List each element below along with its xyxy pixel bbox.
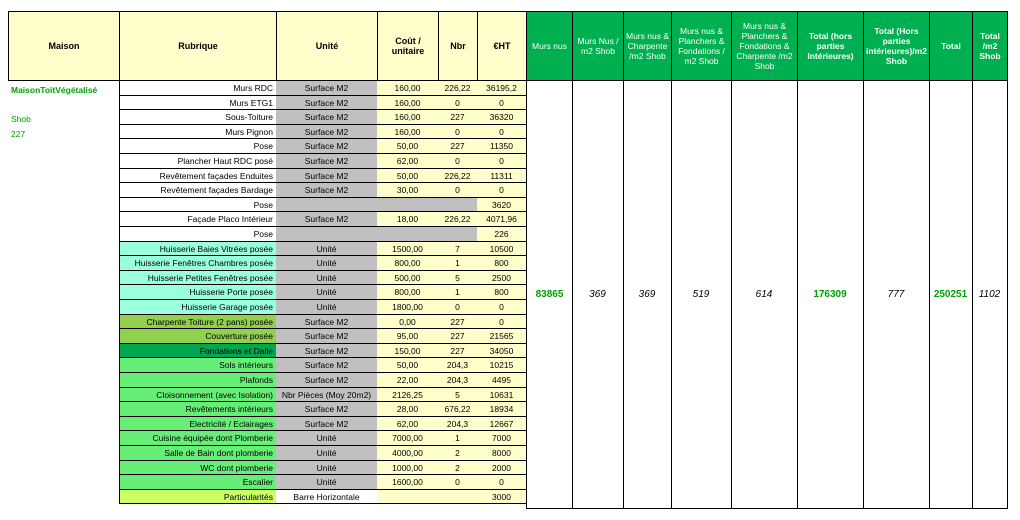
unite-cell: Surface M2 (276, 402, 378, 417)
unite-cell: Surface M2 (276, 110, 378, 125)
ht-cell: 2500 (477, 271, 527, 286)
ht-cell: 0 (477, 475, 527, 490)
nbr-cell: 227 (438, 139, 478, 154)
unite-cell: Surface M2 (276, 81, 378, 96)
cout-cell: 50,00 (377, 358, 439, 373)
cout-cell: 500,00 (377, 271, 439, 286)
nbr-cell: 2 (438, 461, 478, 476)
ht-cell: 0 (477, 300, 527, 315)
rubrique-cell: Plancher Haut RDC posé (119, 154, 277, 169)
header-total-m2: Total /m2 Shob (972, 11, 1008, 81)
header-rubrique: Rubrique (119, 11, 277, 81)
unite-cell: Surface M2 (276, 154, 378, 169)
nbr-cell: 5 (438, 271, 478, 286)
nbr-cell: 227 (438, 315, 478, 330)
rubrique-cell: Façade Placo Intérieur (119, 212, 277, 227)
nbr-cell: 0 (438, 300, 478, 315)
rubrique-cell: Murs Pignon (119, 125, 277, 140)
nbr-cell: 226,22 (438, 212, 478, 227)
rubrique-cell: Pose (119, 139, 277, 154)
cout-cell: 18,00 (377, 212, 439, 227)
cout-cell: 22,00 (377, 373, 439, 388)
ht-cell: 4495 (477, 373, 527, 388)
unite-cell: Unité (276, 300, 378, 315)
nbr-cell (438, 227, 478, 242)
rubrique-cell: Huisserie Fenêtres Chambres posée (119, 256, 277, 271)
nbr-cell: 7 (438, 242, 478, 257)
cout-cell: 30,00 (377, 183, 439, 198)
unite-cell: Unité (276, 431, 378, 446)
ht-cell: 34050 (477, 344, 527, 359)
ht-cell: 36195,2 (477, 81, 527, 96)
ht-cell: 2000 (477, 461, 527, 476)
header-murs-planchers-fondations-charpente: Murs nus & Planchers & Fondations & Charpente /m2 Shob (731, 11, 798, 81)
cout-cell: 160,00 (377, 96, 439, 111)
unite-cell: Unité (276, 242, 378, 257)
rubrique-cell: Huisserie Petites Fenêtres posée (119, 271, 277, 286)
nbr-cell: 227 (438, 344, 478, 359)
cout-cell: 1500,00 (377, 242, 439, 257)
header-total-hors: Total (hors parties Intérieures) (797, 11, 864, 81)
cout-cell: 50,00 (377, 139, 439, 154)
cout-cell: 150,00 (377, 344, 439, 359)
shob-label: Shob (11, 114, 31, 124)
cout-cell: 28,00 (377, 402, 439, 417)
cout-cell: 95,00 (377, 329, 439, 344)
shob-value: 227 (11, 129, 26, 139)
spreadsheet (8, 11, 1008, 509)
summary-murs-nus: 83865 (526, 81, 573, 509)
ht-cell: 0 (477, 96, 527, 111)
unite-cell: Unité (276, 475, 378, 490)
ht-cell: 0 (477, 183, 527, 198)
nbr-cell: 226,22 (438, 169, 478, 184)
cout-cell: 2126,25 (377, 388, 439, 403)
ht-cell: 11311 (477, 169, 527, 184)
unite-cell: Surface M2 (276, 125, 378, 140)
header-maison: Maison (8, 11, 120, 81)
nbr-cell: 226,22 (438, 81, 478, 96)
cout-cell: 800,00 (377, 256, 439, 271)
unite-cell: Unité (276, 461, 378, 476)
ht-cell: 8000 (477, 446, 527, 461)
ht-cell: 10500 (477, 242, 527, 257)
cout-cell (377, 490, 439, 505)
cout-cell: 160,00 (377, 125, 439, 140)
header-unite: Unité (276, 11, 378, 81)
header-nbr: Nbr (438, 11, 478, 81)
summary-murs-planchers-fondations-charpente: 614 (731, 81, 798, 509)
ht-cell: 18934 (477, 402, 527, 417)
cout-cell (377, 198, 439, 213)
ht-cell: 11350 (477, 139, 527, 154)
cout-cell: 50,00 (377, 169, 439, 184)
rubrique-cell: Revêtements intérieurs (119, 402, 277, 417)
summary-total-m2: 1102 (972, 81, 1008, 509)
ht-cell: 800 (477, 285, 527, 300)
rubrique-cell: Huisserie Garage posée (119, 300, 277, 315)
maison-name: MaisonToitVégétalisé (11, 85, 98, 95)
cout-cell (377, 227, 439, 242)
rubrique-cell: Particularités (119, 490, 277, 505)
ht-cell: 0 (477, 154, 527, 169)
rubrique-cell: Huisserie Porte posée (119, 285, 277, 300)
ht-cell: 0 (477, 315, 527, 330)
nbr-cell: 204,3 (438, 373, 478, 388)
ht-cell: 3000 (477, 490, 527, 505)
unite-cell: Surface M2 (276, 417, 378, 432)
unite-cell: Surface M2 (276, 358, 378, 373)
cout-cell: 7000,00 (377, 431, 439, 446)
rubrique-cell: Electricité / Eclairages (119, 417, 277, 432)
unite-cell: Unité (276, 285, 378, 300)
cout-cell: 4000,00 (377, 446, 439, 461)
rubrique-cell: Sols intérieurs (119, 358, 277, 373)
ht-cell: 0 (477, 125, 527, 140)
unite-cell: Barre Horizontale (276, 490, 378, 505)
header-ht: €HT (477, 11, 527, 81)
header-total: Total (929, 11, 973, 81)
rubrique-cell: Charpente Toiture (2 pans) posée (119, 315, 277, 330)
rubrique-cell: Salle de Bain dont plomberie (119, 446, 277, 461)
unite-cell: Unité (276, 271, 378, 286)
unite-cell: Surface M2 (276, 315, 378, 330)
unite-cell: Surface M2 (276, 344, 378, 359)
nbr-cell: 1 (438, 431, 478, 446)
summary-murs-charpente: 369 (623, 81, 672, 509)
summary-total-hors-m2: 777 (863, 81, 930, 509)
nbr-cell: 0 (438, 154, 478, 169)
nbr-cell: 1 (438, 285, 478, 300)
rubrique-cell: Revêtement façades Enduites (119, 169, 277, 184)
nbr-cell: 227 (438, 329, 478, 344)
rubrique-cell: Escalier (119, 475, 277, 490)
rubrique-cell: Fondations et Dalle (119, 344, 277, 359)
rubrique-cell: Cuisine équipée dont Plomberie (119, 431, 277, 446)
nbr-cell: 0 (438, 475, 478, 490)
cout-cell: 160,00 (377, 81, 439, 96)
unite-cell (276, 227, 378, 242)
unite-cell: Surface M2 (276, 329, 378, 344)
nbr-cell: 1 (438, 256, 478, 271)
unite-cell (276, 198, 378, 213)
ht-cell: 800 (477, 256, 527, 271)
nbr-cell: 0 (438, 96, 478, 111)
unite-cell: Nbr Pièces (Moy 20m2) (276, 388, 378, 403)
rubrique-cell: Cloisonnement (avec Isolation) (119, 388, 277, 403)
rubrique-cell: Pose (119, 198, 277, 213)
nbr-cell: 676,22 (438, 402, 478, 417)
header-total-hors-m2: Total (Hors parties intérieures)/m2 Shob (863, 11, 930, 81)
header-murs-planchers-fondations: Murs nus & Planchers & Fondations / m2 Shob (671, 11, 732, 81)
nbr-cell (438, 490, 478, 505)
unite-cell: Surface M2 (276, 212, 378, 227)
rubrique-cell: Murs RDC (119, 81, 277, 96)
header-murs-nus-m2: Murs Nus / m2 Shob (572, 11, 624, 81)
nbr-cell: 5 (438, 388, 478, 403)
cout-cell: 0,00 (377, 315, 439, 330)
ht-cell: 7000 (477, 431, 527, 446)
summary-murs-planchers-fondations: 519 (671, 81, 732, 509)
ht-cell: 36320 (477, 110, 527, 125)
cout-cell: 62,00 (377, 417, 439, 432)
ht-cell: 4071,96 (477, 212, 527, 227)
nbr-cell (438, 198, 478, 213)
nbr-cell: 2 (438, 446, 478, 461)
summary-total-hors: 176309 (797, 81, 864, 509)
unite-cell: Surface M2 (276, 96, 378, 111)
ht-cell: 10631 (477, 388, 527, 403)
ht-cell: 12667 (477, 417, 527, 432)
unite-cell: Surface M2 (276, 183, 378, 198)
summary-murs-nus-m2: 369 (572, 81, 624, 509)
ht-cell: 21565 (477, 329, 527, 344)
unite-cell: Unité (276, 256, 378, 271)
nbr-cell: 204,3 (438, 358, 478, 373)
rubrique-cell: Huisserie Baies Vitrées posée (119, 242, 277, 257)
cout-cell: 1000,00 (377, 461, 439, 476)
rubrique-cell: Couverture posée (119, 329, 277, 344)
cout-cell: 62,00 (377, 154, 439, 169)
nbr-cell: 0 (438, 125, 478, 140)
header-cout: Coût / unitaire (377, 11, 439, 81)
header-murs-charpente: Murs nus & Charpente /m2 Shob (623, 11, 672, 81)
rubrique-cell: Murs ETG1 (119, 96, 277, 111)
ht-cell: 3620 (477, 198, 527, 213)
unite-cell: Surface M2 (276, 139, 378, 154)
nbr-cell: 227 (438, 110, 478, 125)
unite-cell: Surface M2 (276, 373, 378, 388)
cout-cell: 160,00 (377, 110, 439, 125)
header-murs-nus: Murs nus (526, 11, 573, 81)
rubrique-cell: Pose (119, 227, 277, 242)
unite-cell: Surface M2 (276, 169, 378, 184)
cout-cell: 1800,00 (377, 300, 439, 315)
rubrique-cell: Plafonds (119, 373, 277, 388)
nbr-cell: 0 (438, 183, 478, 198)
ht-cell: 10215 (477, 358, 527, 373)
nbr-cell: 204,3 (438, 417, 478, 432)
rubrique-cell: Revêtement façades Bardage (119, 183, 277, 198)
unite-cell: Unité (276, 446, 378, 461)
rubrique-cell: WC dont plomberie (119, 461, 277, 476)
ht-cell: 226 (477, 227, 527, 242)
cout-cell: 1600,00 (377, 475, 439, 490)
rubrique-cell: Sous-Toiture (119, 110, 277, 125)
summary-total: 250251 (929, 81, 973, 509)
cout-cell: 800,00 (377, 285, 439, 300)
